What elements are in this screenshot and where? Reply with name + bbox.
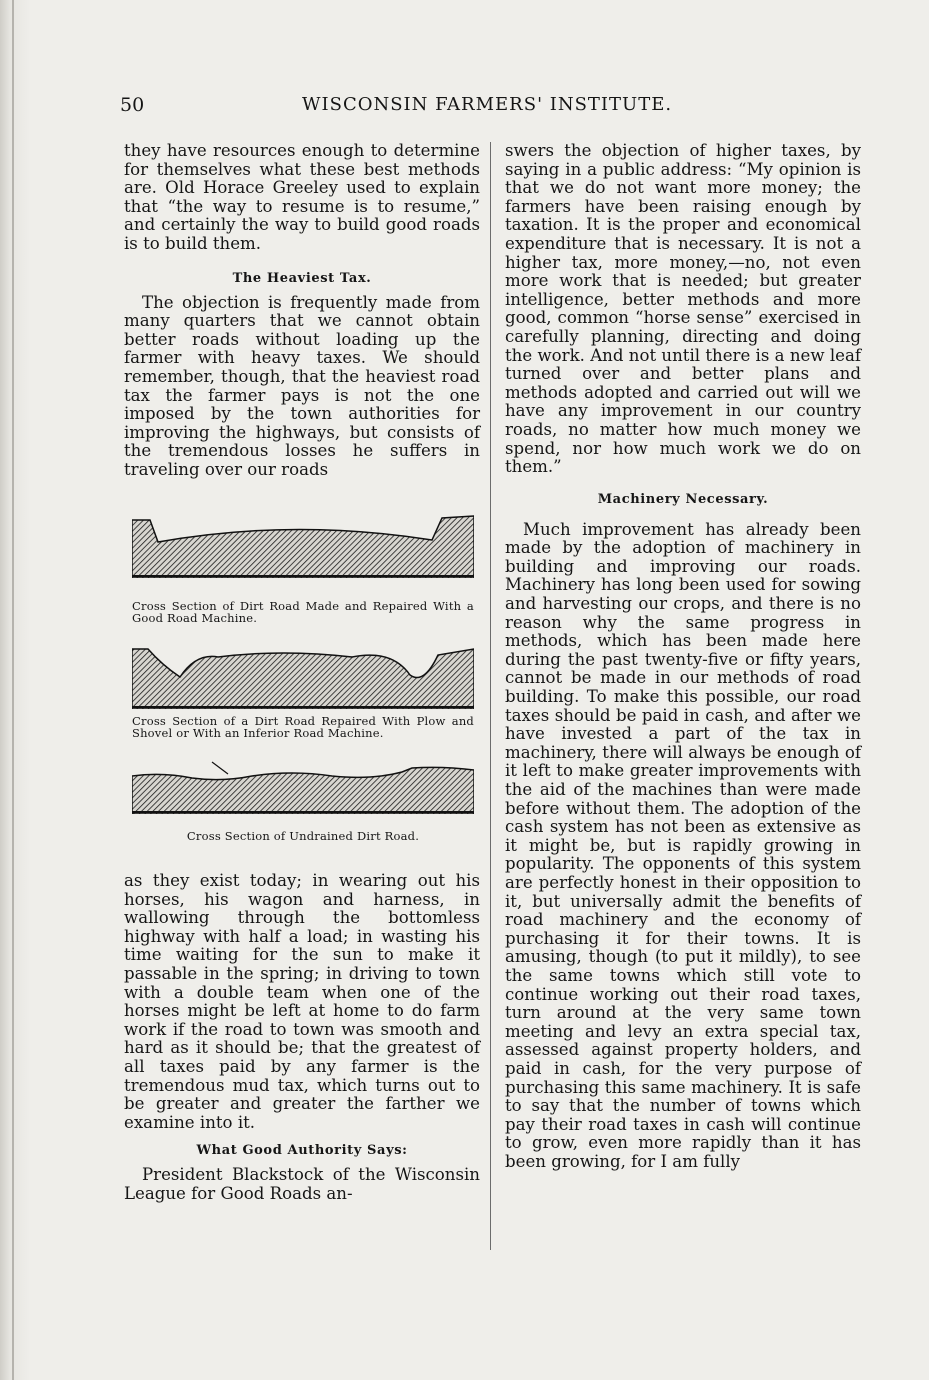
paragraph-quote: swers the objection of higher taxes, by saying in a public address: “My opinion is that we do not want more money; the farmers have been raising enough by taxation. It is the proper and economical expenditure that is necessary. It is not a higher tax, more money,—no, not even more work that is needed; but greater intelligence, better methods and more good, common “horse sense” exercised in carefully planning, directing and doing the work. And not until there is a new leaf turned over and better plans and methods adopted and carried out will we have any improvement in our country roads, no matter how much money we spend, nor how much work we do on them.” xyxy=(505,141,861,477)
paragraph-heaviest-tax: The objection is frequently made from many quarters that we cannot obtain better roads without loading up the farmer with heavy taxes. We should remember, though, that the heaviest road tax the farmer pays is not the one imposed by the town authorities for improving the highways, but consists of the tremendous losses he suffers in traveling over our roads xyxy=(124,292,480,479)
page-header xyxy=(0,94,929,120)
section-heading-machinery: Machinery Necessary. xyxy=(597,491,769,507)
section-heading-heaviest-tax: The Heaviest Tax. xyxy=(232,270,372,286)
page-number: 50 xyxy=(120,94,145,116)
paragraph-machinery: Much improvement has already been made by the adoption of machinery in building and improving our roads. Machinery has long been used for sowing and harvesting our crops, and there is no reason why the same progress in methods, which has been made here during the past twenty-five or fifty years, cannot be made in our methods of road building. To make this possible, our road taxes should be paid in cash, and after we have invested a part of the tax in machinery, there will always be enough of it left to make greater improvements with the aid of the machines than were made before without them. The adoption of the cash system has not been as extensive as it might be, but is rapidly growing in popularity. The opponents of this system are perfectly honest in their opposition to it, but universally admit the benefits of road machinery and the economy of purchasing it for their towns. It is amusing, though (to put it mildly), to see the same towns which still vote to continue working out their road taxes, turn around at the very same town meeting and levy an extra special tax, assessed against property holders, and paid in cash, for the very purpose of purchasing this same machinery. It is safe to say that the number of towns which pay their road taxes in cash will continue to grow, even more rapidly than it has been growing, for I am fully xyxy=(505,519,861,1171)
road-cross-section-uneven xyxy=(132,645,474,709)
figure-caption-3: Cross Section of Undrained Dirt Road. xyxy=(186,828,420,843)
figure-undrained-road xyxy=(132,758,474,843)
section-heading-good-authority: What Good Authority Says: xyxy=(196,1143,408,1159)
right-column xyxy=(505,142,861,1171)
road-cross-section-smooth xyxy=(132,514,474,578)
paragraph-mud-tax: as they exist today; in wearing out his horses, his wagon and harness, in wallowing through the bottomless highway with half a load; in wasting his time waiting for the sun to make it passable in the spring; in driving to town with a double team when one of the horses might be left at home to do farm work if the road to town was smooth and hard as it should be; that the greatest of all taxes paid by any farmer is the tremendous mud tax, which turns out to be greater and greater the farther we examine into it. xyxy=(124,871,480,1132)
page-binding-edge xyxy=(12,0,14,1380)
paragraph-president-blackstock: President Blackstock of the Wisconsin League for Good Roads an- xyxy=(124,1165,480,1203)
column-divider xyxy=(490,142,491,1250)
figure-caption-1: Cross Section of Dirt Road Made and Repaired With a Good Road Machine. xyxy=(132,598,474,625)
figure-plow-shovel-road xyxy=(132,645,474,740)
road-cross-section-undrained xyxy=(132,758,474,814)
figure-good-machine-road xyxy=(132,514,474,625)
paragraph-opening: they have resources enough to determine for themselves what these best methods are. Old Horace Greeley used to explain that “the way to resume is to resume,” and certainly the way to build good roads is to build them. xyxy=(124,141,480,253)
left-column xyxy=(124,142,480,1204)
figure-caption-2: Cross Section of a Dirt Road Repaired With Plow and Shovel or With an Inferior Road Machine. xyxy=(132,713,474,740)
running-title: WISCONSIN FARMERS' INSTITUTE. xyxy=(302,94,673,115)
